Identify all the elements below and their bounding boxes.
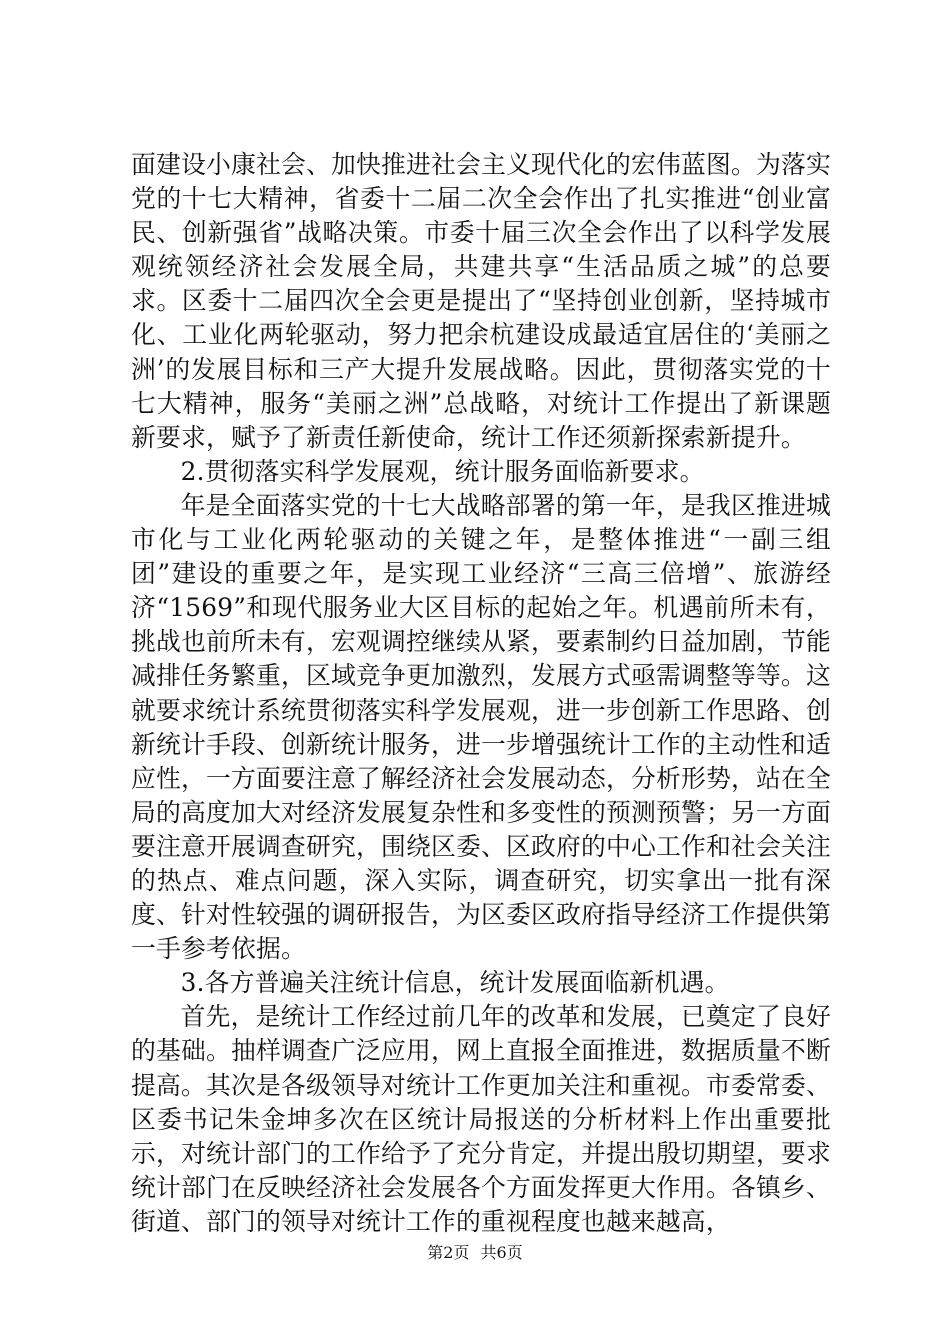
paragraph-scientific-development: 年是全面落实党的十七大战略部署的第一年，是我区推进城市化与工业化两轮驱动的关键之年，是整体推进“一副三组团”建设的重要之年，是实现工业经济“三高三倍增”、旅游经济“1569”和现代服务业大区目标的起始之年。机遇前所未有，挑战也前所未有，宏观调控继续从紧，要素制约日益加剧，节能减排任务繁重，区域竞争更加激烈，发展方式亟需调整等等。这就要求统计系统贯彻落实科学发展观，进一步创新工作思路、创新统计手段、创新统计服务，进一步增强统计工作的主动性和适应性，一方面要注意了解经济社会发展动态，分析形势，站在全局的高度加大对经济发展复杂性和多变性的预测预警；另一方面要注意开展调查研究，围绕区委、区政府的中心工作和社会关注的热点、难点问题，深入实际，调查研究，切实拿出一批有深度、针对性较强的调研报告，为区委区政府指导经济工作提供第一手参考依据。 [131,490,831,964]
document-body [131,148,831,1239]
paragraph-goals: 面建设小康社会、加快推进社会主义现代化的宏伟蓝图。为落实党的十七大精神，省委十二届二次全会作出了扎实推进“创业富民、创新强省”战略决策。市委十届三次全会作出了以科学发展观统领经济社会发展全局，共建共享“生活品质之城”的总要求。区委十二届四次全会更是提出了“坚持创业创新，坚持城市化、工业化两轮驱动，努力把余杭建设成最适宜居住的‘美丽之洲’的发展目标和三产大提升发展战略。因此，贯彻落实党的十七大精神，服务“美丽之洲”总战略，对统计工作提出了新课题新要求，赋予了新责任新使命，统计工作还须新探索新提升。 [131,150,831,452]
section-heading-3: 3.各方普遍关注统计信息，统计发展面临新机遇。 [180,968,730,998]
section-heading-2: 2.贯彻落实科学发展观，统计服务面临新要求。 [180,456,705,486]
page-footer [0,1243,950,1263]
page-total: 共6页 [480,1243,523,1262]
paragraph-opportunities: 首先，是统计工作经过前几年的改革和发展，已奠定了良好的基础。抽样调查广泛应用，网上直报全面推进，数据质量不断提高。其次是各级领导对统计工作更加关注和重视。市委常委、区委书记朱金坤多次在区统计局报送的分析材料上作出重要批示，对统计部门的工作给予了充分肯定，并提出殷切期望，要求统计部门在反映经济社会发展各个方面发挥更大作用。各镇乡、街道、部门的领导对统计工作的重视程度也越来越高， [131,1002,831,1236]
page-number: 第2页 [427,1243,470,1262]
